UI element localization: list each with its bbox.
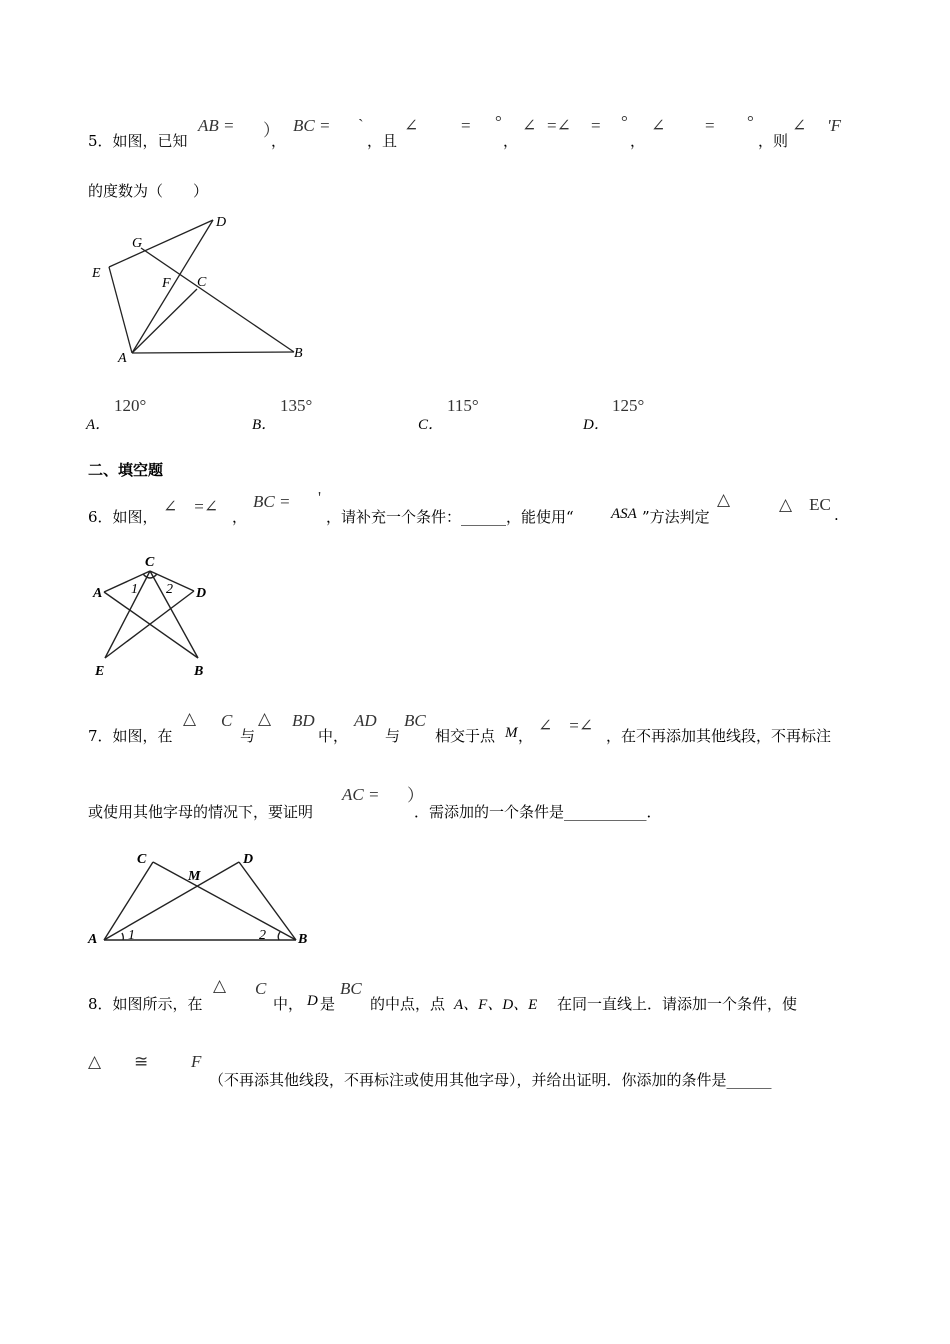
q7-mid-2b: ，	[518, 727, 534, 745]
angle-1-arc	[122, 933, 123, 940]
q6-text-mid2: ”方法判定	[642, 508, 710, 526]
option-a-letter[interactable]: A．	[86, 417, 111, 433]
label-angle-2: 2	[259, 928, 266, 943]
segment-ce	[105, 571, 150, 658]
q5-prefix: 5．如图，已知	[88, 132, 188, 150]
q5-and: ，且	[367, 132, 398, 150]
option-a-value: 120°	[114, 396, 147, 415]
q8-line-2: （不再添其他线段，不再标注或使用其他字母），并给出证明．你添加的条件是______	[209, 1071, 772, 1089]
label-d: D	[216, 215, 227, 230]
segment-db	[239, 862, 296, 940]
label-f: F	[162, 276, 171, 291]
q5-comma-3: ，	[630, 132, 646, 150]
segment-cb	[153, 862, 296, 940]
q7-line-2a: 或使用其他字母的情况下，要证明	[88, 803, 314, 821]
q7-formula-angles: ∠ =∠	[538, 716, 594, 735]
q7-point-m: M	[505, 725, 518, 741]
q8-mid-1: 中，	[273, 995, 304, 1013]
q7-and-2: 与	[385, 727, 401, 745]
q5-angle-3-eq: =	[705, 116, 715, 135]
option-c-letter[interactable]: C．	[418, 417, 444, 433]
q7-mid-3: ，在不再添加其他线段，不再标注	[606, 727, 832, 745]
q5-formula-ab: AB =	[198, 116, 235, 135]
q6-triangle-2: △ EC	[779, 495, 831, 514]
q5-degree-3: °	[747, 112, 754, 131]
q7-mid-2a: 相交于点	[435, 727, 496, 745]
q5-angle-4-end: 'F	[827, 116, 842, 135]
q7-line-2b: ．需添加的一个条件是___________．	[414, 803, 662, 821]
label-b: B	[194, 664, 204, 679]
option-b-value: 135°	[280, 396, 313, 415]
q5-angle-2-eq: =∠	[547, 116, 571, 135]
q8-triangle-1-end: C	[255, 979, 267, 998]
q6-figure	[88, 548, 228, 682]
q8-mid-1b: 是	[320, 995, 336, 1013]
label-angle-1: 1	[131, 582, 138, 597]
q5-formula-bc: BC =	[293, 116, 331, 135]
segment-ed	[109, 220, 213, 267]
q5-comma-1: ，	[271, 132, 287, 150]
q7-triangle-2-end: BD	[292, 711, 315, 730]
option-b-letter[interactable]: B．	[252, 417, 277, 433]
label-e: E	[95, 664, 105, 679]
label-a: A	[118, 351, 127, 366]
q7-formula-bc: BC	[404, 711, 426, 730]
segment-de	[105, 591, 194, 658]
q5-angle-4: ∠	[792, 116, 807, 135]
q5-degree-1: °	[495, 112, 502, 131]
q8-triangle-2: △	[88, 1052, 102, 1071]
segment-ad	[104, 862, 239, 940]
label-d: D	[196, 586, 207, 601]
q7-and-1: 与	[240, 727, 256, 745]
q6-formula-angles: ∠ =∠	[163, 497, 219, 516]
label-g: G	[132, 236, 143, 251]
label-a: A	[93, 586, 103, 601]
q8-formula-bc: BC	[340, 979, 362, 998]
q7-figure	[86, 845, 326, 949]
label-c: C	[197, 275, 207, 290]
q5-line-2: 的度数为（ ）	[88, 182, 209, 200]
label-d: D	[243, 852, 254, 867]
q5-figure	[80, 210, 340, 370]
label-c: C	[137, 852, 147, 867]
label-angle-2: 2	[166, 582, 173, 597]
label-m: M	[188, 869, 201, 884]
option-d-value: 125°	[612, 396, 645, 415]
q6-text-mid: ，请补充一个条件：______，能使用“	[326, 508, 574, 526]
q6-end: .	[834, 506, 839, 524]
q5-formula-ab-end: ）	[263, 121, 280, 140]
q7-formula-ac-end: ）	[407, 786, 424, 805]
option-c-value: 115°	[447, 396, 479, 415]
q6-formula-bc: BC =	[253, 492, 291, 511]
section-heading: 二、填空题	[88, 461, 164, 479]
q8-triangle-3-end: F	[191, 1052, 202, 1071]
label-c: C	[145, 555, 155, 570]
q7-triangle-1: △	[183, 709, 197, 728]
q8-mid-2: 的中点，点	[370, 995, 446, 1013]
q5-degree-2: °	[621, 112, 628, 131]
q6-asa: ASA	[611, 506, 637, 522]
angle-arc	[143, 574, 157, 578]
option-d-letter[interactable]: D．	[583, 417, 609, 433]
label-angle-1: 1	[128, 928, 135, 943]
q7-formula-ac: AC =	[342, 785, 380, 804]
q5-angle-1-eq: =	[461, 116, 471, 135]
q6-triangle-1: △	[717, 490, 731, 509]
q7-prefix: 7．如图，在	[88, 727, 173, 745]
q5-formula-bc-end: `	[358, 116, 364, 135]
q5-angle-2: ∠	[522, 116, 537, 135]
angle-2-arc	[278, 932, 280, 940]
q5-comma-2: ，	[503, 132, 519, 150]
q5-then: ，则	[758, 132, 789, 150]
label-b: B	[298, 932, 308, 947]
q7-triangle-2: △	[258, 709, 272, 728]
segment-cb	[150, 571, 198, 658]
q8-prefix: 8．如图所示，在	[88, 995, 203, 1013]
segment-ae	[109, 267, 132, 353]
q7-mid-1: 中，	[318, 727, 349, 745]
segment-ab	[132, 352, 294, 353]
q8-point-d: D	[307, 993, 318, 1009]
q8-triangle-1: △	[213, 976, 227, 995]
q5-angle-3: ∠	[651, 116, 666, 135]
q8-points: A、F、D、E	[454, 997, 538, 1013]
label-b: B	[294, 346, 303, 361]
q7-formula-ad: AD	[354, 711, 377, 730]
label-a: A	[88, 932, 98, 947]
q8-congruent: ≅	[134, 1052, 149, 1071]
q6-formula-bc-end: '	[318, 488, 322, 507]
q7-triangle-1-end: C	[221, 711, 233, 730]
q5-angle-2-eq2: =	[591, 116, 601, 135]
q8-mid-3: 在同一直线上．请添加一个条件，使	[557, 995, 798, 1013]
q5-angle-1: ∠	[404, 116, 419, 135]
q6-prefix: 6．如图，	[88, 508, 158, 526]
q6-comma-1: ，	[232, 508, 248, 526]
label-e: E	[92, 266, 101, 281]
